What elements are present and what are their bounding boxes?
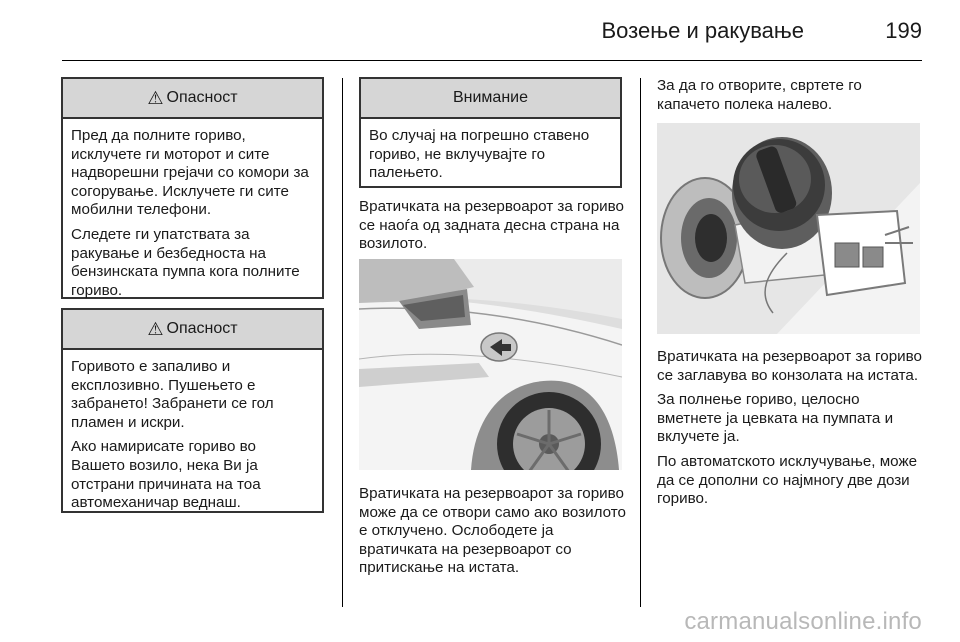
danger-box-2 — [61, 308, 324, 513]
fuel-door-location-text: Вратичката на резервоарот за гориво се наоѓа од задната десна страна на возилото. — [359, 198, 624, 253]
danger-box-1-paragraph: Пред да полните гориво, исклучете ги моторот и сите надворешни грејачи со комори за согорување. Исклучете ги сите мобилни телефони. — [71, 127, 309, 219]
header-rule — [62, 60, 922, 61]
caution-box-header — [361, 79, 620, 119]
right-text-block-1 — [657, 77, 927, 120]
caution-box — [359, 77, 622, 188]
car-fuel-door-illustration — [359, 259, 622, 470]
caution-box-title: Внимание — [452, 89, 528, 106]
fuel-cap-illustration — [657, 123, 920, 334]
danger-box-2-paragraph: Ако намирисате гориво во Вашето возило, нека Ви ја отстрани причината на тоа автомеханичар веднаш. — [71, 438, 261, 512]
cap-holder-text: Вратичката на резервоарот за гориво се заглавува во конзолата на истата. — [657, 348, 922, 384]
warning-triangle-icon: ⚠ — [147, 87, 164, 108]
page-number: 199 — [885, 18, 922, 43]
middle-text-block-1 — [359, 198, 629, 260]
open-cap-text: За да го отворите, свртете го капачето полека налево. — [657, 77, 862, 113]
danger-box-1-title: Опасност — [166, 89, 238, 106]
topping-up-text: По автоматското исклучување, може да се дополни со најмногу две дози гориво. — [657, 452, 918, 508]
danger-box-2-title: Опасност — [166, 320, 238, 337]
warning-triangle-icon: ⚠ — [147, 318, 164, 339]
page-header — [62, 18, 922, 48]
caution-box-text: Во случај на погрешно ставено гориво, не вклучувајте го палењето. — [369, 127, 590, 182]
danger-box-1-header — [63, 79, 322, 119]
watermark: carmanualsonline.info — [684, 608, 922, 635]
right-text-block-2 — [657, 348, 927, 515]
column-divider-left — [342, 78, 343, 607]
column-divider-right — [640, 78, 641, 607]
fuel-door-opening-text: Вратичката на резервоарот за гориво може да се отвори само ако возилото е отклучено. Ослободете ја вратичката на резервоарот со притискање на истата. — [359, 485, 626, 577]
middle-text-block-2 — [359, 485, 631, 584]
section-title: Возење и ракување — [601, 18, 804, 43]
danger-box-1 — [61, 77, 324, 299]
danger-box-1-paragraph: Следете ги упатствата за ракување и безбедноста на бензинската пумпа кога полните гориво. — [71, 225, 300, 299]
danger-box-2-header — [63, 310, 322, 350]
danger-box-2-paragraph: Горивото е запаливо и експлозивно. Пушењето е забрането! Забранети се гол пламен и искри. — [71, 358, 274, 431]
refuel-nozzle-text: За полнење гориво, целосно вметнете ја цевката на пумпата и вклучете ја. — [657, 391, 894, 446]
